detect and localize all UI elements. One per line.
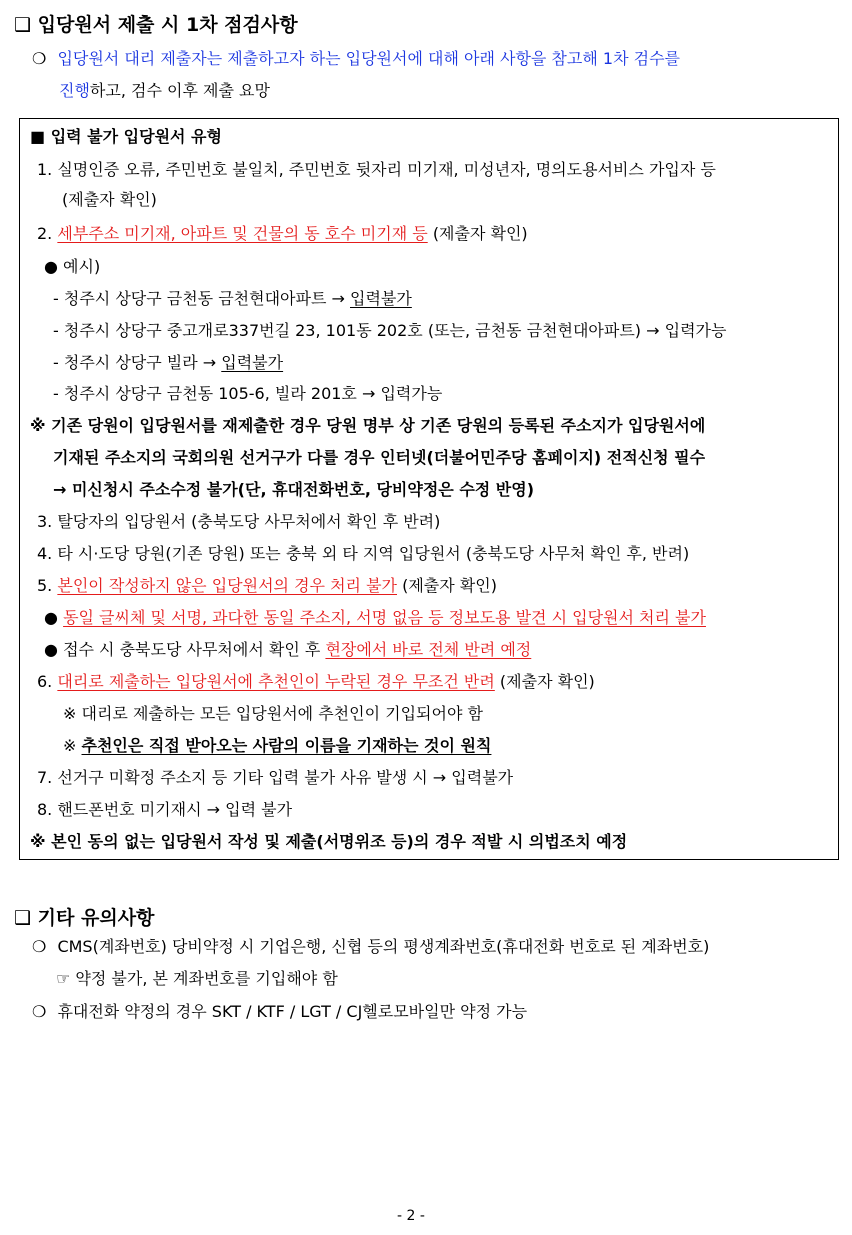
example3-result: 입력불가 <box>221 353 284 372</box>
item2 <box>37 224 528 244</box>
page-number: - 2 - <box>397 1208 425 1224</box>
checkbox-square-icon: ❑ <box>14 14 32 36</box>
item6-note1: ※ 대리로 제출하는 모든 입당원서에 추천인이 기입되어야 함 <box>63 704 483 723</box>
item6-rest: (제출자 확인) <box>499 672 595 691</box>
section1-title-text: 입당원서 제출 시 1차 점검사항 <box>37 14 298 36</box>
box-heading: ■ 입력 불가 입당원서 유형 <box>30 127 222 146</box>
item6-note2-text: 추천인은 직접 받아오는 사람의 이름을 기재하는 것이 원칙 <box>81 736 492 755</box>
item2-red: 세부주소 미기재, 아파트 및 건물의 동 호수 미기재 등 <box>57 224 428 243</box>
cms-line1 <box>32 937 709 957</box>
item6-note2 <box>63 736 491 756</box>
item2-num: 2. <box>37 224 53 243</box>
item2-rest: (제출자 확인) <box>432 224 528 243</box>
circle-bullet-icon: ❍ <box>32 1002 47 1021</box>
item1-cont: (제출자 확인) <box>62 190 157 209</box>
item6-num: 6. <box>37 672 53 691</box>
item5-bullet2-red: 현장에서 바로 전체 반려 예정 <box>325 640 532 659</box>
note1-line2: 기재된 주소지의 국회의원 선거구가 다를 경우 인터넷(더불어민주당 홈페이지) 전적신청 필수 <box>53 448 706 467</box>
phone-line <box>32 1002 527 1022</box>
dot-bullet-icon: ● <box>44 640 58 659</box>
item5-bullet2 <box>44 640 531 660</box>
cms-text: CMS(계좌번호) 당비약정 시 기업은행, 신협 등의 평생계좌번호(휴대전화 번호로 된 계좌번호) <box>57 937 710 956</box>
item6-note2-mark: ※ <box>63 736 77 755</box>
item5-bullet1 <box>44 608 706 628</box>
item5-bullet1-text: 동일 글씨체 및 서명, 과다한 동일 주소지, 서명 없음 등 정보도용 발견 시 입당원서 처리 불가 <box>63 608 706 627</box>
phone-text: 휴대전화 약정의 경우 SKT / KTF / LGT / CJ헬로모바일만 약정 가능 <box>57 1002 528 1021</box>
intro-text-blue2: 진행 <box>59 81 90 100</box>
section2-title <box>14 903 154 930</box>
item8: 8. 핸드폰번호 미기재시 → 입력 불가 <box>37 800 293 819</box>
example3-text: - 청주시 상당구 빌라 → <box>53 353 217 372</box>
circle-bullet-icon: ❍ <box>32 937 47 956</box>
intro-line2 <box>59 81 270 101</box>
example4: - 청주시 상당구 금천동 105-6, 빌라 201호 → 입력가능 <box>53 384 443 403</box>
example-label: ● 예시) <box>44 257 101 276</box>
example2: - 청주시 상당구 중고개로337번길 23, 101동 202호 (또는, 금천동 금천현대아파트) → 입력가능 <box>53 321 727 340</box>
item1: 1. 실명인증 오류, 주민번호 불일치, 주민번호 뒷자리 미기재, 미성년자, 명의도용서비스 가입자 등 <box>37 160 716 179</box>
note1-line1: ※ 기존 당원이 입당원서를 재제출한 경우 당원 명부 상 기존 당원의 등록된 주소지가 입당원서에 <box>30 416 706 435</box>
item7: 7. 선거구 미확정 주소지 등 기타 입력 불가 사유 발생 시 → 입력불가 <box>37 768 514 787</box>
item5-red: 본인이 작성하지 않은 입당원서의 경우 처리 불가 <box>57 576 397 595</box>
example1 <box>53 289 412 309</box>
dot-bullet-icon: ● <box>44 608 58 627</box>
item5 <box>37 576 497 596</box>
note2: ※ 본인 동의 없는 입당원서 작성 및 제출(서명위조 등)의 경우 적발 시 의법조치 예정 <box>30 832 628 851</box>
note1-line3: → 미신청시 주소수정 불가(단, 휴대전화번호, 당비약정은 수정 반영) <box>53 480 535 499</box>
item5-num: 5. <box>37 576 53 595</box>
checkbox-square-icon: ❑ <box>14 907 32 929</box>
item6 <box>37 672 595 692</box>
example3 <box>53 353 283 373</box>
intro-line1 <box>32 49 680 69</box>
item4: 4. 타 시·도당 당원(기존 당원) 또는 충북 외 타 지역 입당원서 (충북도당 사무처 확인 후, 반려) <box>37 544 690 563</box>
circle-bullet-icon: ❍ <box>32 49 47 68</box>
intro-text-rest: 하고, 검수 이후 제출 요망 <box>89 81 270 100</box>
intro-text-blue: 입당원서 대리 제출자는 제출하고자 하는 입당원서에 대해 아래 사항을 참고해 1차 검수를 <box>57 49 680 68</box>
item6-red: 대리로 제출하는 입당원서에 추천인이 누락된 경우 무조건 반려 <box>57 672 495 691</box>
item5-rest: (제출자 확인) <box>402 576 497 595</box>
example1-result: 입력불가 <box>350 289 412 308</box>
cms-line2: ☞ 약정 불가, 본 계좌번호를 기입해야 함 <box>56 969 338 988</box>
example1-text: - 청주시 상당구 금천동 금천현대아파트 → <box>53 289 345 308</box>
section1-title <box>14 10 298 37</box>
item3: 3. 탈당자의 입당원서 (충북도당 사무처에서 확인 후 반려) <box>37 512 441 531</box>
section2-title-text: 기타 유의사항 <box>37 907 155 929</box>
item5-bullet2-text: 접수 시 충북도당 사무처에서 확인 후 <box>63 640 321 659</box>
